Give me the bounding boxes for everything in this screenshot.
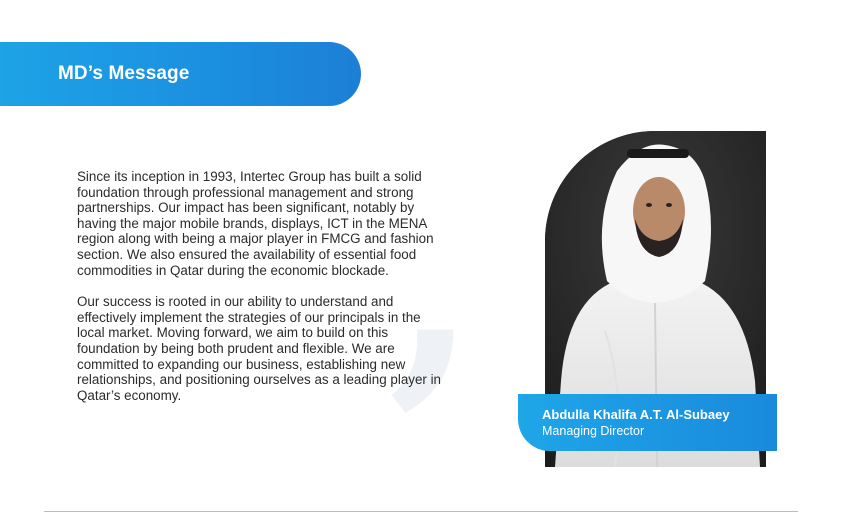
section-title: MD’s Message — [58, 63, 190, 84]
section-header — [0, 42, 361, 106]
message-paragraph: Since its inception in 1993, Intertec Group has built a solid foundation through professional management and strong partnerships. Our impact has been significant, notably by having the major mobile brands, displays, ICT in the MENA region along with being a major player in FMCG and fashion section. We also ensured the availability of essential food commodities in Qatar during the economic blockade. — [77, 169, 434, 278]
quote-mark-decoration: , — [388, 127, 479, 432]
name-caption — [518, 394, 777, 451]
person-name: Abdulla Khalifa A.T. Al-Subaey — [542, 407, 730, 422]
message-body — [77, 169, 442, 419]
footer-divider — [44, 511, 798, 512]
message-paragraph: Our success is rooted in our ability to understand and effectively implement the strategies of our principals in the local market. Moving forward, we aim to build on this foundation by being both prudent and flexible. We are committed to expanding our business, establishing new relationships, and positioning ourselves as a leading player in Qatar’s economy. — [77, 294, 442, 403]
person-role: Managing Director — [542, 424, 645, 438]
